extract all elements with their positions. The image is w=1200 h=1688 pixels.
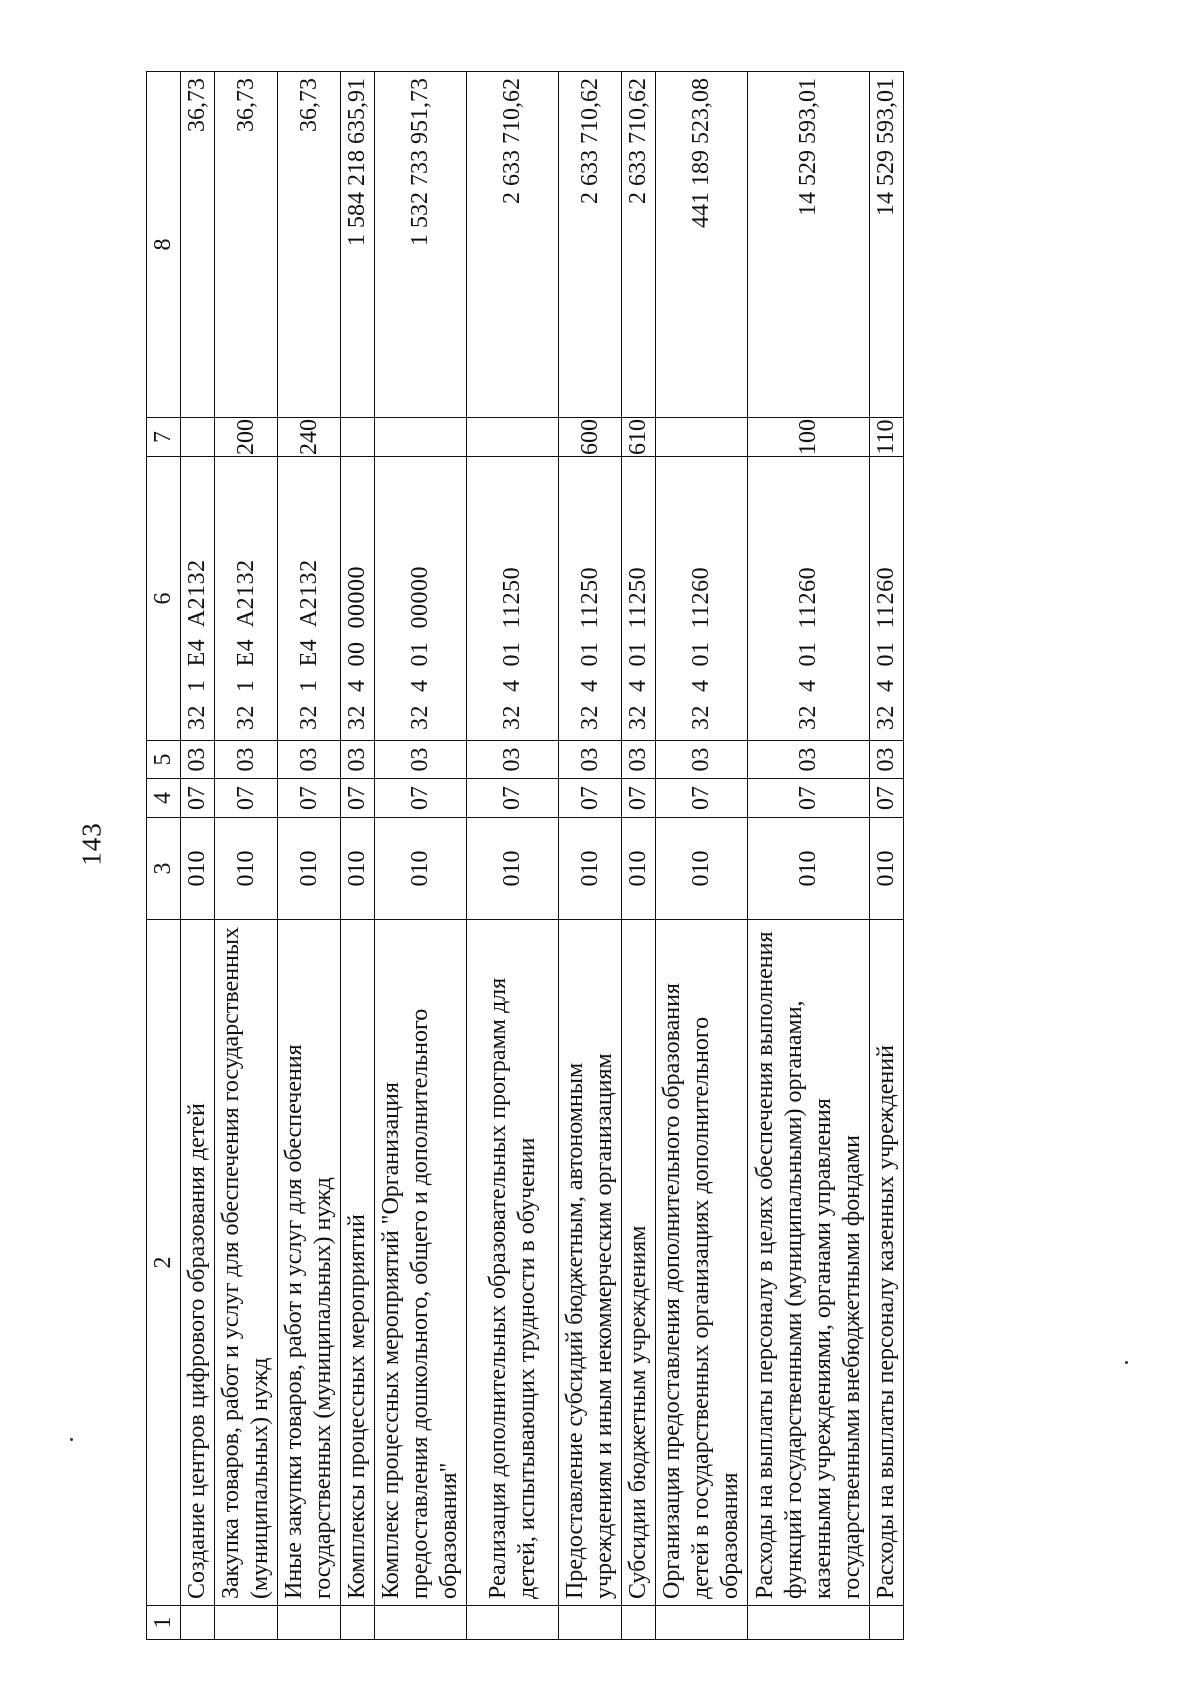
subsection-code-cell: 03 xyxy=(341,741,375,779)
ministry-code-cell: 010 xyxy=(748,818,870,920)
table-row xyxy=(559,72,622,1640)
target-article-cell: 32 4 01 00000 xyxy=(375,457,467,741)
header-cell: 2 xyxy=(147,920,181,1606)
row-number-cell xyxy=(375,1606,467,1640)
header-cell: 7 xyxy=(147,418,181,457)
name-cell: Субсидии бюджетным учреждениям xyxy=(622,920,656,1606)
target-article-cell: 32 4 01 11260 xyxy=(870,457,904,741)
row-number-cell xyxy=(467,1606,559,1640)
name-cell: Предоставление субсидий бюджетным, автономным учреждениям и иным некоммерческим организациям xyxy=(559,920,622,1606)
name-cell: Реализация дополнительных образовательных программ для детей, испытывающих трудности в обучении xyxy=(467,920,559,1606)
target-article-cell: 32 4 01 11260 xyxy=(656,457,748,741)
table-row xyxy=(375,72,467,1640)
subsection-code-cell: 03 xyxy=(748,741,870,779)
expense-type-cell xyxy=(656,418,748,457)
amount-cell: 36,73 xyxy=(215,72,278,418)
section-code-cell: 07 xyxy=(278,779,341,818)
table-row xyxy=(870,72,904,1640)
name-cell: Расходы на выплаты персоналу казенных учреждений xyxy=(870,920,904,1606)
subsection-code-cell: 03 xyxy=(467,741,559,779)
header-cell: 5 xyxy=(147,741,181,779)
amount-cell: 14 529 593,01 xyxy=(748,72,870,418)
section-code-cell: 07 xyxy=(215,779,278,818)
expense-type-cell: 100 xyxy=(748,418,870,457)
section-code-cell: 07 xyxy=(622,779,656,818)
table-row xyxy=(278,72,341,1640)
ministry-code-cell: 010 xyxy=(622,818,656,920)
ministry-code-cell: 010 xyxy=(181,818,215,920)
row-number-cell xyxy=(748,1606,870,1640)
name-cell: Иные закупки товаров, работ и услуг для обеспечения государственных (муниципальных) нужд xyxy=(278,920,341,1606)
expense-type-cell: 200 xyxy=(215,418,278,457)
row-number-cell xyxy=(870,1606,904,1640)
header-cell: 6 xyxy=(147,457,181,741)
ministry-code-cell: 010 xyxy=(375,818,467,920)
name-cell: Расходы на выплаты персоналу в целях обеспечения выполнения функций государственными (муниципальными) органами, казенными учреждениями, органами управления государственными внебюджетными фондами xyxy=(748,920,870,1606)
page-number: 143 xyxy=(76,822,107,866)
row-number-cell xyxy=(622,1606,656,1640)
table-row xyxy=(341,72,375,1640)
subsection-code-cell: 03 xyxy=(656,741,748,779)
target-article-cell: 32 1 E4 A2132 xyxy=(278,457,341,741)
section-code-cell: 07 xyxy=(656,779,748,818)
row-number-cell xyxy=(559,1606,622,1640)
ministry-code-cell: 010 xyxy=(559,818,622,920)
subsection-code-cell: 03 xyxy=(278,741,341,779)
expense-type-cell: 610 xyxy=(622,418,656,457)
target-article-cell: 32 4 00 00000 xyxy=(341,457,375,741)
scan-speck xyxy=(70,1438,73,1441)
expense-type-cell xyxy=(341,418,375,457)
amount-cell: 1 584 218 635,91 xyxy=(341,72,375,418)
ministry-code-cell: 010 xyxy=(870,818,904,920)
name-cell: Комплекс процессных мероприятий "Организация предоставления дошкольного, общего и дополнительного образования" xyxy=(375,920,467,1606)
ministry-code-cell: 010 xyxy=(341,818,375,920)
subsection-code-cell: 03 xyxy=(215,741,278,779)
budget-table xyxy=(146,71,904,1640)
header-cell: 4 xyxy=(147,779,181,818)
amount-cell: 2 633 710,62 xyxy=(467,72,559,418)
table-row xyxy=(656,72,748,1640)
amount-cell: 2 633 710,62 xyxy=(559,72,622,418)
expense-type-cell: 110 xyxy=(870,418,904,457)
header-row xyxy=(147,72,181,1640)
table-row xyxy=(622,72,656,1640)
name-cell: Организация предоставления дополнительного образования детей в государственных организациях дополнительного образования xyxy=(656,920,748,1606)
section-code-cell: 07 xyxy=(341,779,375,818)
header-cell: 1 xyxy=(147,1606,181,1640)
ministry-code-cell: 010 xyxy=(656,818,748,920)
row-number-cell xyxy=(215,1606,278,1640)
section-code-cell: 07 xyxy=(467,779,559,818)
ministry-code-cell: 010 xyxy=(278,818,341,920)
subsection-code-cell: 03 xyxy=(559,741,622,779)
target-article-cell: 32 1 E4 A2132 xyxy=(181,457,215,741)
subsection-code-cell: 03 xyxy=(622,741,656,779)
header-cell: 3 xyxy=(147,818,181,920)
section-code-cell: 07 xyxy=(559,779,622,818)
amount-cell: 1 532 733 951,73 xyxy=(375,72,467,418)
section-code-cell: 07 xyxy=(870,779,904,818)
section-code-cell: 07 xyxy=(181,779,215,818)
amount-cell: 2 633 710,62 xyxy=(622,72,656,418)
amount-cell: 36,73 xyxy=(181,72,215,418)
section-code-cell: 07 xyxy=(375,779,467,818)
header-cell: 8 xyxy=(147,72,181,418)
expense-type-cell: 240 xyxy=(278,418,341,457)
target-article-cell: 32 4 01 11260 xyxy=(748,457,870,741)
row-number-cell xyxy=(341,1606,375,1640)
scan-speck xyxy=(1125,1361,1128,1364)
target-article-cell: 32 4 01 11250 xyxy=(467,457,559,741)
row-number-cell xyxy=(181,1606,215,1640)
name-cell: Комплексы процессных мероприятий xyxy=(341,920,375,1606)
table-row xyxy=(215,72,278,1640)
expense-type-cell xyxy=(467,418,559,457)
ministry-code-cell: 010 xyxy=(215,818,278,920)
table-row xyxy=(181,72,215,1640)
expense-type-cell xyxy=(375,418,467,457)
subsection-code-cell: 03 xyxy=(181,741,215,779)
amount-cell: 14 529 593,01 xyxy=(870,72,904,418)
table-body xyxy=(181,72,904,1640)
rotated-page xyxy=(146,72,1108,1640)
table-row xyxy=(467,72,559,1640)
target-article-cell: 32 4 01 11250 xyxy=(559,457,622,741)
subsection-code-cell: 03 xyxy=(870,741,904,779)
table-row xyxy=(748,72,870,1640)
section-code-cell: 07 xyxy=(748,779,870,818)
expense-type-cell: 600 xyxy=(559,418,622,457)
ministry-code-cell: 010 xyxy=(467,818,559,920)
amount-cell: 36,73 xyxy=(278,72,341,418)
name-cell: Закупка товаров, работ и услуг для обеспечения государственных (муниципальных) нужд xyxy=(215,920,278,1606)
expense-type-cell xyxy=(181,418,215,457)
row-number-cell xyxy=(656,1606,748,1640)
target-article-cell: 32 1 E4 A2132 xyxy=(215,457,278,741)
name-cell: Создание центров цифрового образования детей xyxy=(181,920,215,1606)
amount-cell: 441 189 523,08 xyxy=(656,72,748,418)
row-number-cell xyxy=(278,1606,341,1640)
subsection-code-cell: 03 xyxy=(375,741,467,779)
target-article-cell: 32 4 01 11250 xyxy=(622,457,656,741)
table-header xyxy=(147,72,181,1640)
